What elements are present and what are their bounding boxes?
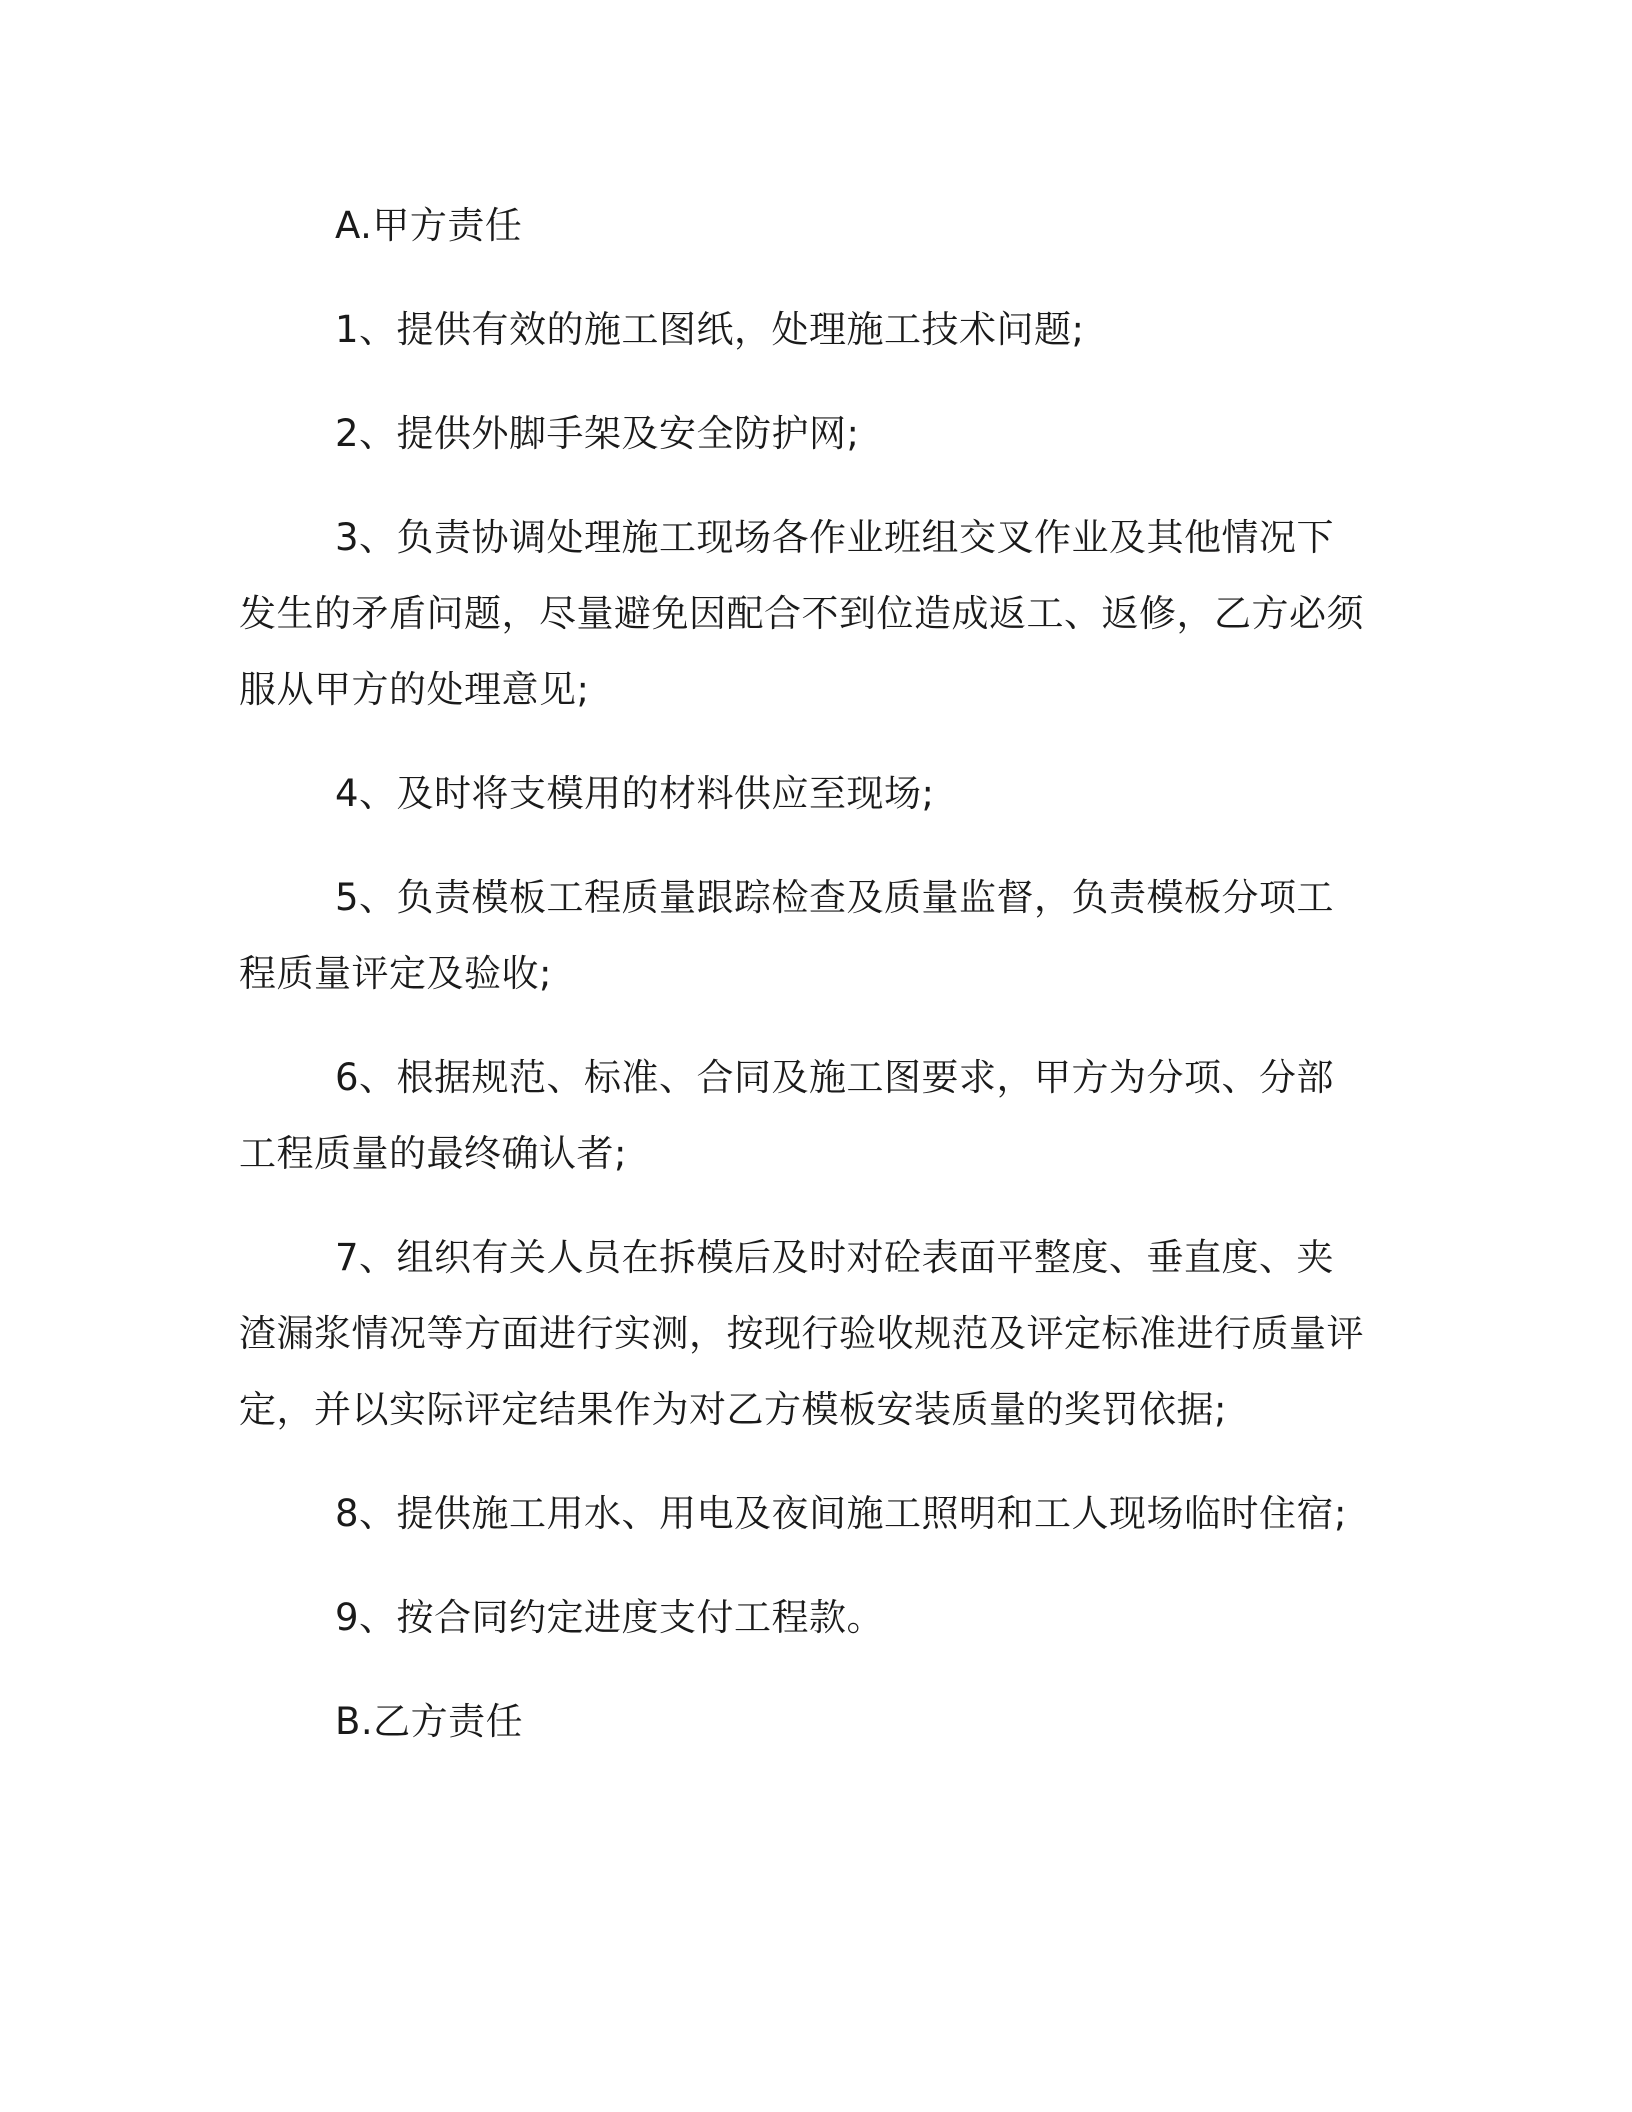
clause-a-3: 3、负责协调处理施工现场各作业班组交叉作业及其他情况下发生的矛盾问题，尽量避免因配合不到位造成返工、返修，乙方必须服从甲方的处理意见; [239, 516, 1364, 711]
clause-a-7: 7、组织有关人员在拆模后及时对砼表面平整度、垂直度、夹渣漏浆情况等方面进行实测，按现行验收规范及评定标准进行质量评定，并以实际评定结果作为对乙方模板安装质量的奖罚依据; [239, 1236, 1364, 1431]
clause-a-8: 8、提供施工用水、用电及夜间施工照明和工人现场临时住宿; [335, 1492, 1348, 1535]
section-heading-b: B.乙方责任 [335, 1700, 524, 1743]
clause-a-2: 2、提供外脚手架及安全防护网; [335, 412, 860, 455]
clause-a-9: 9、按合同约定进度支付工程款。 [335, 1596, 885, 1639]
section-heading-a: A.甲方责任 [335, 204, 523, 247]
clause-a-5: 5、负责模板工程质量跟踪检查及质量监督，负责模板分项工程质量评定及验收; [239, 876, 1335, 995]
clause-a-4: 4、及时将支模用的材料供应至现场; [335, 772, 935, 815]
clause-a-6: 6、根据规范、标准、合同及施工图要求，甲方为分项、分部工程质量的最终确认者; [239, 1056, 1335, 1175]
clause-a-1: 1、提供有效的施工图纸，处理施工技术问题; [335, 308, 1085, 351]
document-page [239, 188, 1369, 1788]
